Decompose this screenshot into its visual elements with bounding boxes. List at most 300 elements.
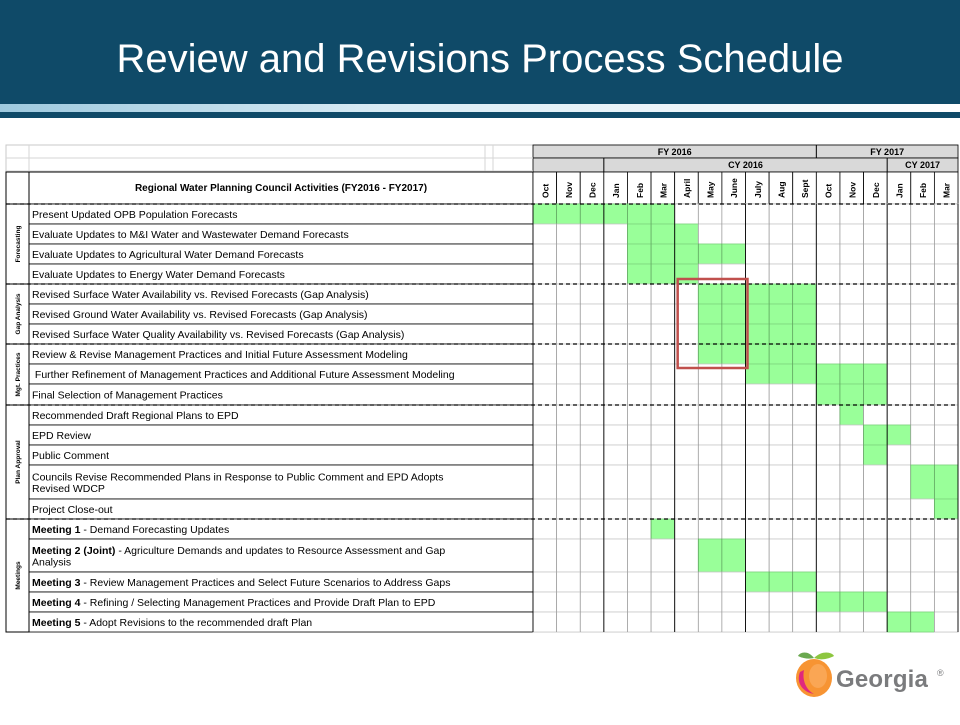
schedule-empty-cell — [627, 499, 651, 519]
month-label: April — [681, 178, 692, 198]
activity-label — [32, 504, 113, 516]
schedule-empty-cell — [887, 204, 911, 224]
calendar-year-label: CY 2017 — [905, 160, 941, 170]
schedule-empty-cell — [864, 465, 888, 499]
schedule-empty-cell — [533, 224, 557, 244]
activity-label — [32, 410, 239, 422]
group-label: Meetings — [15, 561, 22, 590]
schedule-bar-cell — [746, 324, 770, 344]
schedule-bar-cell — [698, 244, 722, 264]
schedule-empty-cell — [934, 539, 958, 572]
schedule-empty-cell — [887, 304, 911, 324]
month-label: Aug — [776, 181, 787, 198]
schedule-empty-cell — [864, 324, 888, 344]
schedule-empty-cell — [887, 592, 911, 612]
activity-label — [32, 369, 455, 381]
schedule-bar-cell — [722, 344, 746, 364]
schedule-empty-cell — [627, 364, 651, 384]
schedule-empty-cell — [840, 499, 864, 519]
schedule-empty-cell — [934, 284, 958, 304]
schedule-bar-cell — [840, 592, 864, 612]
activity-label — [32, 229, 349, 241]
activity-label — [32, 450, 109, 462]
activity-text: - Agriculture Demands and updates to Resource Assessment and Gap — [115, 544, 446, 557]
schedule-empty-cell — [698, 499, 722, 519]
group-label: Plan Approval — [15, 440, 22, 484]
schedule-empty-cell — [580, 344, 604, 364]
schedule-empty-cell — [533, 445, 557, 465]
meeting-title: Meeting 3 — [32, 577, 81, 589]
activity-text: Revised WDCP — [32, 482, 105, 495]
schedule-empty-cell — [533, 539, 557, 572]
schedule-empty-cell — [911, 244, 935, 264]
schedule-bar-cell — [769, 324, 793, 344]
schedule-empty-cell — [722, 612, 746, 632]
schedule-empty-cell — [604, 465, 628, 499]
schedule-empty-cell — [911, 364, 935, 384]
schedule-empty-cell — [580, 539, 604, 572]
schedule-empty-cell — [816, 204, 840, 224]
schedule-empty-cell — [580, 465, 604, 499]
schedule-empty-cell — [840, 572, 864, 592]
schedule-empty-cell — [793, 519, 817, 539]
activity-text: Revised Ground Water Availability vs. Revised Forecasts (Gap Analysis) — [32, 309, 368, 321]
schedule-empty-cell — [698, 592, 722, 612]
schedule-empty-cell — [580, 445, 604, 465]
schedule-empty-cell — [675, 445, 699, 465]
schedule-bar-cell — [651, 264, 675, 284]
activity-text: Revised Surface Water Quality Availability vs. Revised Forecasts (Gap Analysis) — [32, 329, 405, 341]
group-label: Mgt. Practices — [15, 352, 22, 397]
schedule-empty-cell — [887, 465, 911, 499]
month-label: Nov — [847, 181, 858, 198]
schedule-bar-cell — [722, 284, 746, 304]
schedule-empty-cell — [675, 592, 699, 612]
logo-wordmark: Georgia — [836, 666, 929, 693]
schedule-empty-cell — [557, 244, 581, 264]
schedule-empty-cell — [816, 304, 840, 324]
schedule-bar-cell — [627, 224, 651, 244]
activity-text: Public Comment — [32, 450, 110, 462]
schedule-bar-cell — [746, 364, 770, 384]
schedule-empty-cell — [533, 264, 557, 284]
schedule-empty-cell — [746, 539, 770, 572]
schedule-empty-cell — [627, 405, 651, 425]
schedule-bar-cell — [840, 405, 864, 425]
schedule-bar-cell — [698, 539, 722, 572]
schedule-empty-cell — [887, 405, 911, 425]
schedule-bar-cell — [793, 572, 817, 592]
activity-text: Analysis — [32, 556, 72, 569]
schedule-empty-cell — [816, 465, 840, 499]
schedule-empty-cell — [557, 224, 581, 244]
schedule-bar-cell — [722, 324, 746, 344]
group-label: Gap Analysis — [15, 293, 22, 335]
schedule-empty-cell — [840, 224, 864, 244]
schedule-bar-cell — [793, 344, 817, 364]
schedule-empty-cell — [675, 405, 699, 425]
schedule-empty-cell — [557, 304, 581, 324]
schedule-empty-cell — [887, 539, 911, 572]
schedule-empty-cell — [557, 364, 581, 384]
schedule-bar-cell — [627, 204, 651, 224]
schedule-empty-cell — [934, 244, 958, 264]
month-label: Jan — [611, 183, 622, 198]
schedule-bar-cell — [864, 592, 888, 612]
schedule-bar-cell — [769, 284, 793, 304]
schedule-empty-cell — [698, 405, 722, 425]
schedule-empty-cell — [651, 384, 675, 405]
month-label: Dec — [870, 182, 881, 198]
schedule-empty-cell — [533, 364, 557, 384]
schedule-empty-cell — [580, 572, 604, 592]
activity-label — [32, 349, 408, 361]
schedule-empty-cell — [627, 384, 651, 405]
activity-label — [32, 209, 237, 221]
schedule-empty-cell — [533, 499, 557, 519]
schedule-empty-cell — [746, 264, 770, 284]
activity-text: Revised Surface Water Availability vs. Revised Forecasts (Gap Analysis) — [32, 289, 369, 301]
schedule-empty-cell — [675, 425, 699, 445]
schedule-bar-cell — [580, 204, 604, 224]
schedule-empty-cell — [722, 264, 746, 284]
schedule-empty-cell — [840, 204, 864, 224]
schedule-empty-cell — [746, 592, 770, 612]
schedule-empty-cell — [627, 572, 651, 592]
schedule-empty-cell — [698, 204, 722, 224]
schedule-bar-cell — [746, 304, 770, 324]
activity-cell — [29, 425, 533, 445]
schedule-empty-cell — [604, 284, 628, 304]
schedule-empty-cell — [934, 324, 958, 344]
schedule-empty-cell — [864, 244, 888, 264]
schedule-empty-cell — [580, 284, 604, 304]
schedule-empty-cell — [934, 612, 958, 632]
schedule-empty-cell — [934, 384, 958, 405]
schedule-empty-cell — [816, 425, 840, 445]
schedule-empty-cell — [911, 284, 935, 304]
schedule-empty-cell — [557, 519, 581, 539]
schedule-empty-cell — [722, 499, 746, 519]
schedule-empty-cell — [651, 324, 675, 344]
schedule-empty-cell — [887, 244, 911, 264]
schedule-empty-cell — [627, 465, 651, 499]
schedule-empty-cell — [698, 224, 722, 244]
schedule-empty-cell — [793, 224, 817, 244]
schedule-bar-cell — [816, 384, 840, 405]
schedule-empty-cell — [746, 499, 770, 519]
schedule-empty-cell — [934, 364, 958, 384]
schedule-empty-cell — [887, 364, 911, 384]
activity-label — [32, 545, 445, 557]
schedule-empty-cell — [722, 224, 746, 244]
activity-label — [32, 471, 443, 483]
schedule-empty-cell — [864, 264, 888, 284]
schedule-empty-cell — [651, 572, 675, 592]
schedule-empty-cell — [793, 244, 817, 264]
schedule-empty-cell — [651, 344, 675, 364]
schedule-empty-cell — [698, 572, 722, 592]
schedule-empty-cell — [887, 572, 911, 592]
activity-label — [32, 597, 436, 609]
schedule-empty-cell — [769, 519, 793, 539]
schedule-empty-cell — [840, 539, 864, 572]
schedule-empty-cell — [651, 405, 675, 425]
schedule-bar-cell — [864, 445, 888, 465]
schedule-empty-cell — [816, 324, 840, 344]
schedule-empty-cell — [769, 425, 793, 445]
schedule-empty-cell — [887, 224, 911, 244]
activity-label — [32, 524, 229, 536]
schedule-bar-cell — [840, 364, 864, 384]
activity-text: Evaluate Updates to Energy Water Demand Forecasts — [32, 269, 285, 281]
schedule-empty-cell — [934, 344, 958, 364]
schedule-bar-cell — [746, 572, 770, 592]
schedule-empty-cell — [934, 264, 958, 284]
schedule-bar-cell — [769, 572, 793, 592]
schedule-bar-cell — [557, 204, 581, 224]
activity-text: Project Close-out — [32, 504, 113, 516]
schedule-empty-cell — [722, 204, 746, 224]
month-label: Jan — [894, 183, 905, 198]
meeting-title: Meeting 2 (Joint) — [32, 544, 116, 557]
schedule-bar-cell — [793, 324, 817, 344]
activity-label — [32, 269, 285, 281]
schedule-empty-cell — [604, 499, 628, 519]
schedule-empty-cell — [887, 499, 911, 519]
schedule-empty-cell — [557, 612, 581, 632]
schedule-empty-cell — [533, 425, 557, 445]
schedule-empty-cell — [864, 224, 888, 244]
schedule-empty-cell — [557, 324, 581, 344]
schedule-empty-cell — [675, 465, 699, 499]
calendar-year-label: CY 2016 — [728, 160, 763, 170]
schedule-empty-cell — [580, 612, 604, 632]
schedule-empty-cell — [698, 519, 722, 539]
schedule-bar-cell — [934, 499, 958, 519]
schedule-empty-cell — [627, 519, 651, 539]
schedule-empty-cell — [934, 445, 958, 465]
activity-label — [32, 617, 312, 629]
schedule-empty-cell — [840, 284, 864, 304]
schedule-empty-cell — [604, 364, 628, 384]
schedule-empty-cell — [533, 612, 557, 632]
schedule-empty-cell — [793, 499, 817, 519]
schedule-empty-cell — [557, 284, 581, 304]
schedule-bar-cell — [698, 284, 722, 304]
month-label: July — [752, 180, 763, 198]
schedule-empty-cell — [580, 499, 604, 519]
schedule-empty-cell — [887, 344, 911, 364]
schedule-empty-cell — [675, 499, 699, 519]
schedule-empty-cell — [911, 384, 935, 405]
schedule-empty-cell — [604, 519, 628, 539]
schedule-empty-cell — [816, 405, 840, 425]
schedule-empty-cell — [840, 465, 864, 499]
schedule-empty-cell — [627, 344, 651, 364]
schedule-empty-cell — [793, 204, 817, 224]
activity-text: Further Refinement of Management Practices and Additional Future Assessment Modeling — [32, 369, 455, 381]
activity-label — [32, 309, 368, 321]
activity-text: Recommended Draft Regional Plans to EPD — [32, 410, 239, 422]
activity-label — [32, 329, 404, 341]
schedule-empty-cell — [816, 499, 840, 519]
schedule-bar-cell — [746, 344, 770, 364]
schedule-empty-cell — [604, 264, 628, 284]
schedule-empty-cell — [651, 465, 675, 499]
schedule-empty-cell — [769, 244, 793, 264]
schedule-empty-cell — [793, 592, 817, 612]
schedule-empty-cell — [580, 405, 604, 425]
schedule-empty-cell — [911, 499, 935, 519]
schedule-empty-cell — [557, 499, 581, 519]
schedule-empty-cell — [816, 572, 840, 592]
schedule-empty-cell — [604, 384, 628, 405]
schedule-empty-cell — [840, 344, 864, 364]
schedule-empty-cell — [722, 405, 746, 425]
meeting-title: Meeting 4 — [32, 597, 81, 609]
schedule-empty-cell — [769, 224, 793, 244]
month-label: June — [729, 178, 740, 198]
schedule-bar-cell — [675, 244, 699, 264]
schedule-empty-cell — [840, 425, 864, 445]
schedule-empty-cell — [651, 612, 675, 632]
month-label: Oct — [823, 183, 834, 198]
schedule-empty-cell — [722, 425, 746, 445]
schedule-empty-cell — [746, 244, 770, 264]
schedule-empty-cell — [722, 465, 746, 499]
schedule-bar-cell — [698, 344, 722, 364]
schedule-empty-cell — [793, 539, 817, 572]
schedule-empty-cell — [722, 384, 746, 405]
schedule-bar-cell — [769, 344, 793, 364]
georgia-logo — [792, 648, 952, 708]
schedule-empty-cell — [769, 264, 793, 284]
activity-text: Final Selection of Management Practices — [32, 389, 223, 402]
schedule-empty-cell — [793, 445, 817, 465]
schedule-empty-cell — [840, 244, 864, 264]
schedule-bar-cell — [840, 384, 864, 405]
schedule-empty-cell — [604, 244, 628, 264]
schedule-empty-cell — [746, 405, 770, 425]
schedule-bar-cell — [698, 304, 722, 324]
schedule-bar-cell — [722, 244, 746, 264]
schedule-empty-cell — [864, 519, 888, 539]
schedule-bar-cell — [651, 204, 675, 224]
month-label: May — [705, 181, 716, 198]
schedule-empty-cell — [675, 204, 699, 224]
schedule-empty-cell — [911, 344, 935, 364]
schedule-empty-cell — [769, 612, 793, 632]
schedule-empty-cell — [557, 264, 581, 284]
schedule-empty-cell — [864, 405, 888, 425]
schedule-empty-cell — [627, 539, 651, 572]
table-heading: Regional Water Planning Council Activities (FY2016 - FY2017) — [134, 183, 428, 194]
schedule-empty-cell — [746, 425, 770, 445]
schedule-empty-cell — [533, 572, 557, 592]
schedule-bar-cell — [864, 364, 888, 384]
schedule-empty-cell — [793, 612, 817, 632]
schedule-bar-cell — [533, 204, 557, 224]
schedule-bar-cell — [816, 364, 840, 384]
schedule-empty-cell — [651, 499, 675, 519]
schedule-empty-cell — [580, 364, 604, 384]
schedule-empty-cell — [864, 612, 888, 632]
activity-text: Evaluate Updates to Agricultural Water Demand Forecasts — [32, 249, 304, 261]
schedule-empty-cell — [533, 284, 557, 304]
schedule-empty-cell — [698, 384, 722, 405]
activity-text: Councils Revise Recommended Plans in Response to Public Comment and EPD Adopts — [32, 471, 444, 484]
schedule-empty-cell — [864, 284, 888, 304]
activity-text: Evaluate Updates to M&I Water and Wastewater Demand Forecasts — [32, 229, 349, 241]
schedule-empty-cell — [651, 284, 675, 304]
schedule-empty-cell — [604, 572, 628, 592]
schedule-empty-cell — [580, 384, 604, 405]
schedule-empty-cell — [934, 224, 958, 244]
schedule-empty-cell — [746, 224, 770, 244]
schedule-empty-cell — [769, 445, 793, 465]
schedule-empty-cell — [627, 612, 651, 632]
schedule-empty-cell — [675, 572, 699, 592]
schedule-empty-cell — [533, 405, 557, 425]
schedule-empty-cell — [887, 445, 911, 465]
schedule-empty-cell — [604, 425, 628, 445]
schedule-bar-cell — [746, 284, 770, 304]
schedule-empty-cell — [769, 499, 793, 519]
activity-text: Present Updated OPB Population Forecasts — [32, 209, 238, 221]
schedule-empty-cell — [746, 519, 770, 539]
schedule-empty-cell — [627, 592, 651, 612]
schedule-empty-cell — [934, 304, 958, 324]
meeting-title: Meeting 1 — [32, 524, 81, 536]
schedule-empty-cell — [604, 592, 628, 612]
month-label: Nov — [563, 181, 574, 198]
schedule-empty-cell — [840, 304, 864, 324]
schedule-empty-cell — [533, 465, 557, 499]
schedule-empty-cell — [698, 445, 722, 465]
schedule-empty-cell — [887, 264, 911, 284]
schedule-empty-cell — [651, 364, 675, 384]
fiscal-year-label: FY 2016 — [657, 147, 692, 157]
schedule-empty-cell — [864, 344, 888, 364]
schedule-bar-cell — [627, 244, 651, 264]
activity-text: - Review Management Practices and Select Future Scenarios to Address Gaps — [80, 577, 451, 589]
schedule-empty-cell — [604, 539, 628, 572]
schedule-empty-cell — [816, 344, 840, 364]
schedule-empty-cell — [557, 445, 581, 465]
schedule-empty-cell — [651, 445, 675, 465]
schedule-empty-cell — [793, 264, 817, 284]
schedule-bar-cell — [911, 612, 935, 632]
schedule-empty-cell — [887, 324, 911, 344]
schedule-bar-cell — [816, 592, 840, 612]
schedule-empty-cell — [793, 425, 817, 445]
activity-label — [32, 556, 71, 568]
schedule-empty-cell — [580, 592, 604, 612]
schedule-empty-cell — [675, 384, 699, 405]
schedule-empty-cell — [557, 572, 581, 592]
schedule-empty-cell — [911, 572, 935, 592]
activity-label — [32, 430, 91, 442]
schedule-empty-cell — [722, 445, 746, 465]
schedule-empty-cell — [840, 324, 864, 344]
activity-label — [32, 483, 105, 495]
slide-title: Review and Revisions Process Schedule — [116, 37, 844, 81]
schedule-empty-cell — [864, 539, 888, 572]
schedule-empty-cell — [793, 384, 817, 405]
schedule-empty-cell — [793, 405, 817, 425]
month-label: Dec — [587, 182, 598, 198]
